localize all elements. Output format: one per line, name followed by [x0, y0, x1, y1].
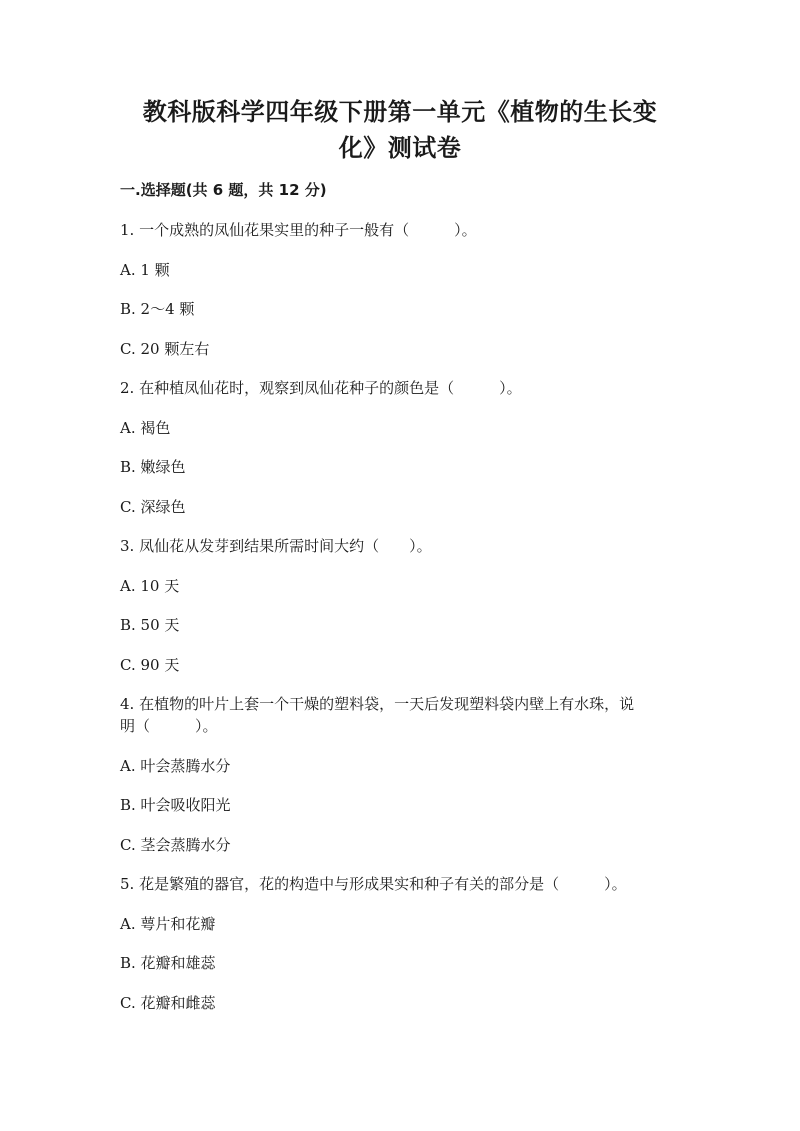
question-3-option-b: B. 50 天 [120, 616, 180, 634]
title-line-2: 化》测试卷 [338, 134, 462, 162]
question-2-option-a: A. 褐色 [120, 419, 171, 437]
question-2-option-b: B. 嫩绿色 [120, 458, 186, 476]
question-3-option-c: C. 90 天 [120, 656, 180, 674]
question-4-stem-line-1: 4. 在植物的叶片上套一个干燥的塑料袋，一天后发现塑料袋内壁上有水珠，说 [120, 695, 635, 713]
question-1-option-c: C. 20 颗左右 [120, 340, 210, 358]
question-4-stem-line-2: 明（ ）。 [120, 717, 218, 735]
question-5-option-a: A. 萼片和花瓣 [120, 915, 216, 933]
question-3-stem: 3. 凤仙花从发芽到结果所需时间大约（ ）。 [120, 537, 432, 555]
page-title [120, 94, 680, 166]
title-line-1: 教科版科学四年级下册第一单元《植物的生长变 [142, 98, 658, 126]
question-2-option-c: C. 深绿色 [120, 498, 186, 516]
question-1-option-b: B. 2～4 颗 [120, 300, 195, 318]
question-5-stem: 5. 花是繁殖的器官，花的构造中与形成果实和种子有关的部分是（ ）。 [120, 875, 627, 893]
section-heading: 一.选择题(共 6 题，共 12 分) [120, 181, 327, 199]
question-4-option-a: A. 叶会蒸腾水分 [120, 757, 231, 775]
question-5-option-b: B. 花瓣和雄蕊 [120, 954, 216, 972]
question-3-option-a: A. 10 天 [120, 577, 180, 595]
question-2-stem: 2. 在种植凤仙花时，观察到凤仙花种子的颜色是（ ）。 [120, 379, 522, 397]
question-5-option-c: C. 花瓣和雌蕊 [120, 994, 216, 1012]
question-1-option-a: A. 1 颗 [120, 261, 170, 279]
question-4-option-c: C. 茎会蒸腾水分 [120, 836, 231, 854]
question-4-option-b: B. 叶会吸收阳光 [120, 796, 231, 814]
question-1-stem: 1. 一个成熟的凤仙花果实里的种子一般有（ ）。 [120, 221, 477, 239]
